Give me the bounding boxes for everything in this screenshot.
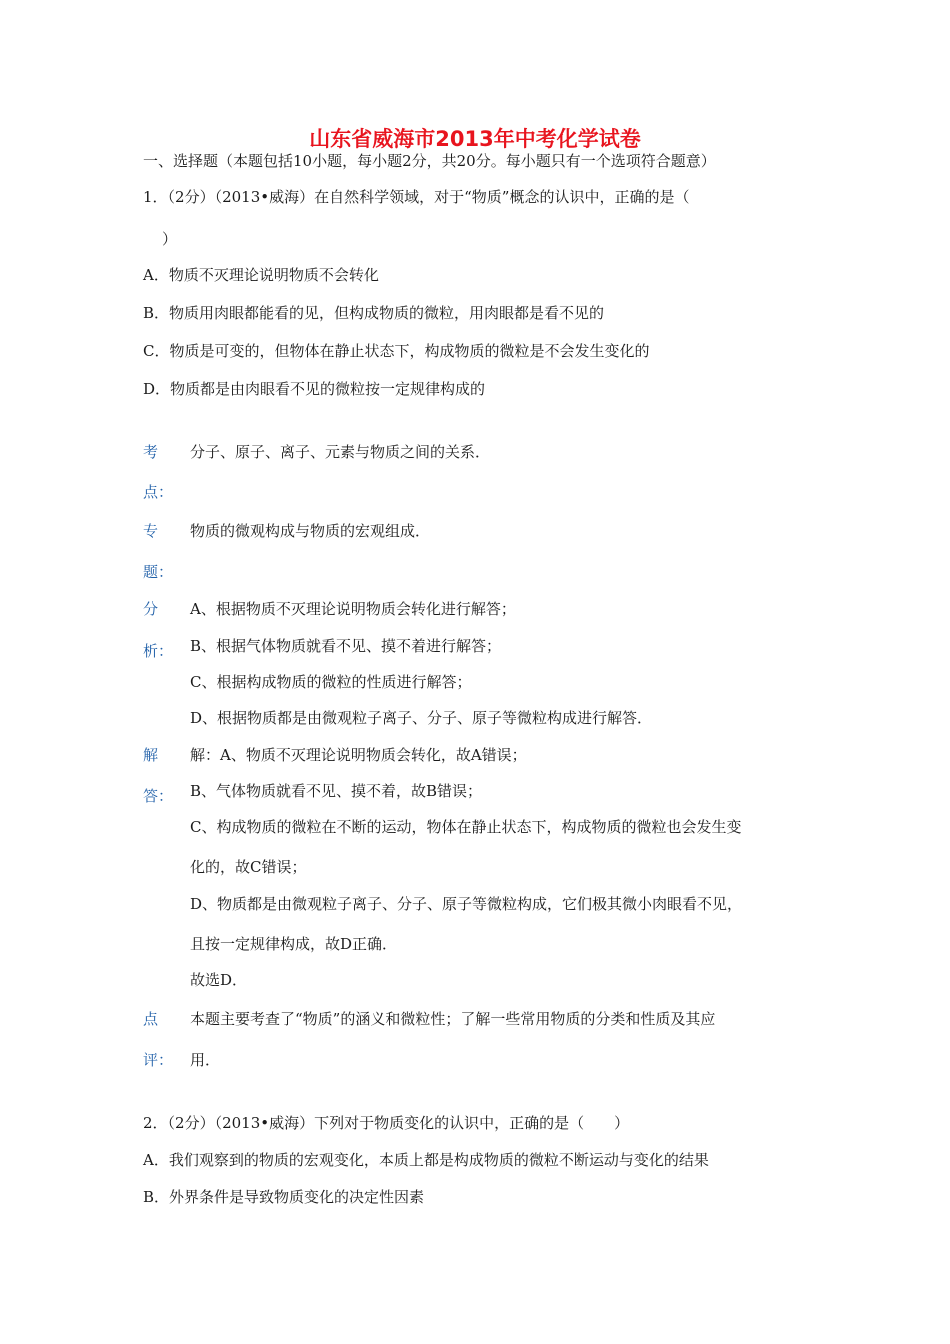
dianping-line: 用．: [190, 1051, 221, 1069]
question-1-stem-cont: ）: [162, 230, 178, 248]
jieda-label-1: 解: [143, 746, 159, 764]
kaodian-label-1: 考: [143, 443, 159, 461]
question-2-option-a: A．我们观察到的物质的宏观变化，本质上都是构成物质的微粒不断运动与变化的结果: [143, 1151, 709, 1169]
fenxi-label-1: 分: [143, 600, 159, 618]
zhuanti-label-2: 题：: [143, 563, 174, 581]
jieda-line: 解：A、物质不灭理论说明物质会转化，故A错误；: [190, 746, 527, 764]
dianping-label-1: 点: [143, 1010, 159, 1028]
jieda-line: 且按一定规律构成，故D正确．: [190, 935, 398, 953]
jieda-line: 化的，故C错误；: [190, 858, 307, 876]
section-heading: 一、选择题（本题包括10小题，每小题2分，共20分。每小题只有一个选项符合题意）: [143, 152, 716, 170]
dianping-label-2: 评：: [143, 1051, 174, 1069]
question-2-option-b: B．外界条件是导致物质变化的决定性因素: [143, 1188, 425, 1206]
kaodian-label-2: 点：: [143, 483, 174, 501]
jieda-label-2: 答：: [143, 787, 174, 805]
dianping-line: 本题主要考查了“物质”的涵义和微粒性；了解一些常用物质的分类和性质及其应: [190, 1010, 716, 1028]
question-1-stem: 1．（2分）（2013•威海）在自然科学领域，对于“物质”概念的认识中，正确的是（: [143, 188, 690, 206]
fenxi-line: A、根据物质不灭理论说明物质会转化进行解答；: [190, 600, 516, 618]
jieda-line: C、构成物质的微粒在不断的运动，物体在静止状态下，构成物质的微粒也会发生变: [190, 818, 742, 836]
jieda-line: D、物质都是由微观粒子离子、分子、原子等微粒构成，它们极其微小肉眼看不见，: [190, 895, 743, 913]
question-1-option-c: C．物质是可变的，但物体在静止状态下，构成物质的微粒是不会发生变化的: [143, 342, 650, 360]
fenxi-line: D、根据物质都是由微观粒子离子、分子、原子等微粒构成进行解答．: [190, 709, 653, 727]
fenxi-label-2: 析：: [143, 642, 174, 660]
fenxi-line: B、根据气体物质就看不见、摸不着进行解答；: [190, 637, 502, 655]
zhuanti-text: 物质的微观构成与物质的宏观组成．: [190, 522, 431, 540]
zhuanti-label-1: 专: [143, 522, 159, 540]
question-1-option-b: B．物质用肉眼都能看的见，但构成物质的微粒，用肉眼都是看不见的: [143, 304, 605, 322]
jieda-line: B、气体物质就看不见、摸不着，故B错误；: [190, 782, 483, 800]
question-1-option-a: A．物质不灭理论说明物质不会转化: [143, 266, 379, 284]
question-2-stem: 2．（2分）（2013•威海）下列对于物质变化的认识中，正确的是（ ）: [143, 1114, 630, 1132]
fenxi-line: C、根据构成物质的微粒的性质进行解答；: [190, 673, 472, 691]
page-title: 山东省威海市2013年中考化学试卷: [309, 127, 641, 151]
kaodian-text: 分子、原子、离子、元素与物质之间的关系．: [190, 443, 491, 461]
jieda-line: 故选D．: [190, 971, 248, 989]
question-1-option-d: D．物质都是由肉眼看不见的微粒按一定规律构成的: [143, 380, 486, 398]
